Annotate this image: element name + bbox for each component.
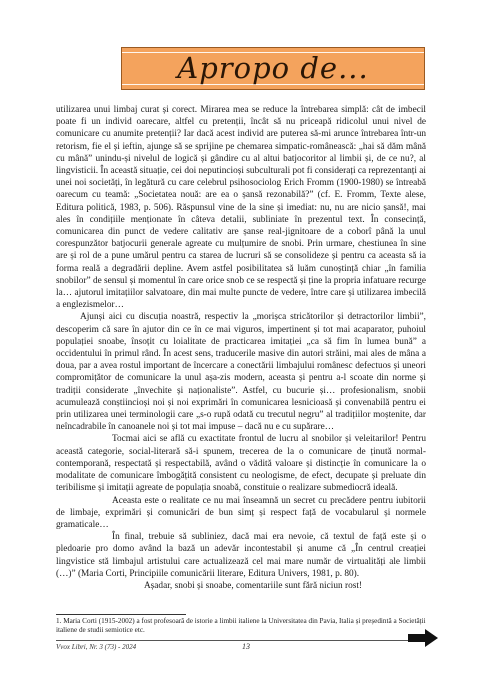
- journal-issue: Vvox Libri, Nr. 3 (73) - 2024: [56, 643, 137, 651]
- paragraph-2: Ajunși aici cu discuția noastră, respectiv la „morișca stricătorilor și detractorilor limbii”, descoperim că sare în ajutor din ce în ce mai viguros, impertinent și tot mai acaparator, puhoiul populației snoabe, însoțit cu loialitate de practicarea imitației „ca să fim în lumea bună” a occidentului în primul rând. În acest sens, traducerile masive din autori străini, mai ales de mâna a doua, par a avea rostul important de încercare a conectării limbajului românesc defectuos și uneori compromițător de comunicare la unul așa-zis modern, aceasta și pentru a-l scoate din norme și tradiții considerate „învechite și naționaliste”. Astfel, cu bucurie și… profesionalism, snobii acumulează conștiincioși noi și noi exprimări în comunicarea lesnicioasă și convenabilă pentru ei prin utilizarea unei terminologii care „s-o rupă odată cu trecutul negru” al tradițiilor moștenite, dar neîncadrabile în canoanele noi și tot mai impuse – dacă nu e cu supărare…: [56, 312, 426, 433]
- footer-divider: [56, 640, 412, 641]
- footnote: 1. Maria Corti (1915-2002) a fost profesoară de istorie a limbii italiene la Universitatea din Pavia, Italia și președintă a Societății italiene de studii semiotice etc.: [56, 617, 426, 634]
- article-body: [56, 104, 426, 592]
- section-title: Apropo de...: [177, 51, 369, 85]
- paragraph-1: utilizarea unui limbaj curat și corect. Mirarea mea se reduce la întrebarea simplă: cât de imbecil poate fi un individ oarecare, altfel cu pretenții, încât să nu priceapă ridicolul unui nivel de comunicare cu anumite pretenții? Iar dacă acest individ are puterea să-mi arunce întrebarea într-un retorism, fie el și ieftin, ajunge să se sprijine pe chemarea simpatic-românească: „hai să dăm mână cu mână” unindu-și nivelul de logică și gândire cu al altui batjocoritor al limbii și, de ce nu?, al lingvisticii. În această situație, cei doi neputincioși subculturali pot fi considerați ca reprezentanți ai unei noi societăți, în legătură cu care celebrul psihosociolog Erich Fromm (1900-1980) se întreabă oarecum cu teamă: „Societatea nouă: are ea o șansă rezonabilă?” (cf. E. Fromm, Texte alese, Editura politică, 1983, p. 506). Răspunsul vine de la sine și imediat: nu, nu are nicio șansă!, mai ales în condițiile menționate în câteva detalii, subliniate în prezentul text. În consecință, comunicarea din punct de vedere calitativ are șanse real-jignitoare de a coborî până la unul corespunzător batjocurii generale agreate cu mulțumire de snobi. Prin urmare, chestiunea în sine are și rol de a pune umărul pentru ca starea de lucruri să se consolideze și pentru ca aceasta să ia forma reală a degradării depline. Avem astfel posibilitatea să luăm cunoștință chiar „în familia snobilor” de sensul și momentul în care orice snob ce se respectă și ține la propria infatuare recurge la… ajutorul imitațiilor salvatoare, din mai multe puncte de vedere, între care și utilizarea imbecilă a englezismelor…: [56, 105, 426, 311]
- paragraph-3: Tocmai aici se află cu exactitate frontul de lucru al snobilor și veleitarilor! Pentru această categorie, social-literară să-i spunem, trecerea de la o comunicare de ținută normal-contemporană, respectată și respectabilă, având o vădită valoare și distincție în comunicare la o modalitate de comunicare îmbogățită consistent cu neologisme, de efect, decupate și preluate din teribilisme și imitații agreate de populația snoabă, constituie o realizare submediocră ideală.: [56, 434, 426, 494]
- right-arrow-icon[interactable]: [407, 628, 439, 648]
- arrow-shape: [408, 629, 438, 647]
- paragraph-5: În final, trebuie să subliniez, dacă mai era nevoie, că textul de față este și o pledoarie pro domo având la bază un adevăr incontestabil și anume că „În centrul creației lingvistice stă limbajul artistului care actualizează cel mai mare număr de virtualități ale limbii (…)” (Maria Corti, Principiile comunicării literare, Editura Univers, 1981, p. 80).: [56, 532, 426, 579]
- page-number: 13: [242, 642, 250, 651]
- paragraph-4: Aceasta este o realitate ce nu mai înseamnă un secret cu precădere pentru iubitorii de limbaje, exprimări și comunicări de bun simț și respect față de vocabularul și normele gramaticale…: [56, 495, 426, 530]
- paragraph-6: Așadar, snobi și snoabe, comentariile sunt fără niciun rost!: [143, 580, 363, 591]
- section-banner: [121, 47, 425, 90]
- footnote-divider: [56, 614, 186, 615]
